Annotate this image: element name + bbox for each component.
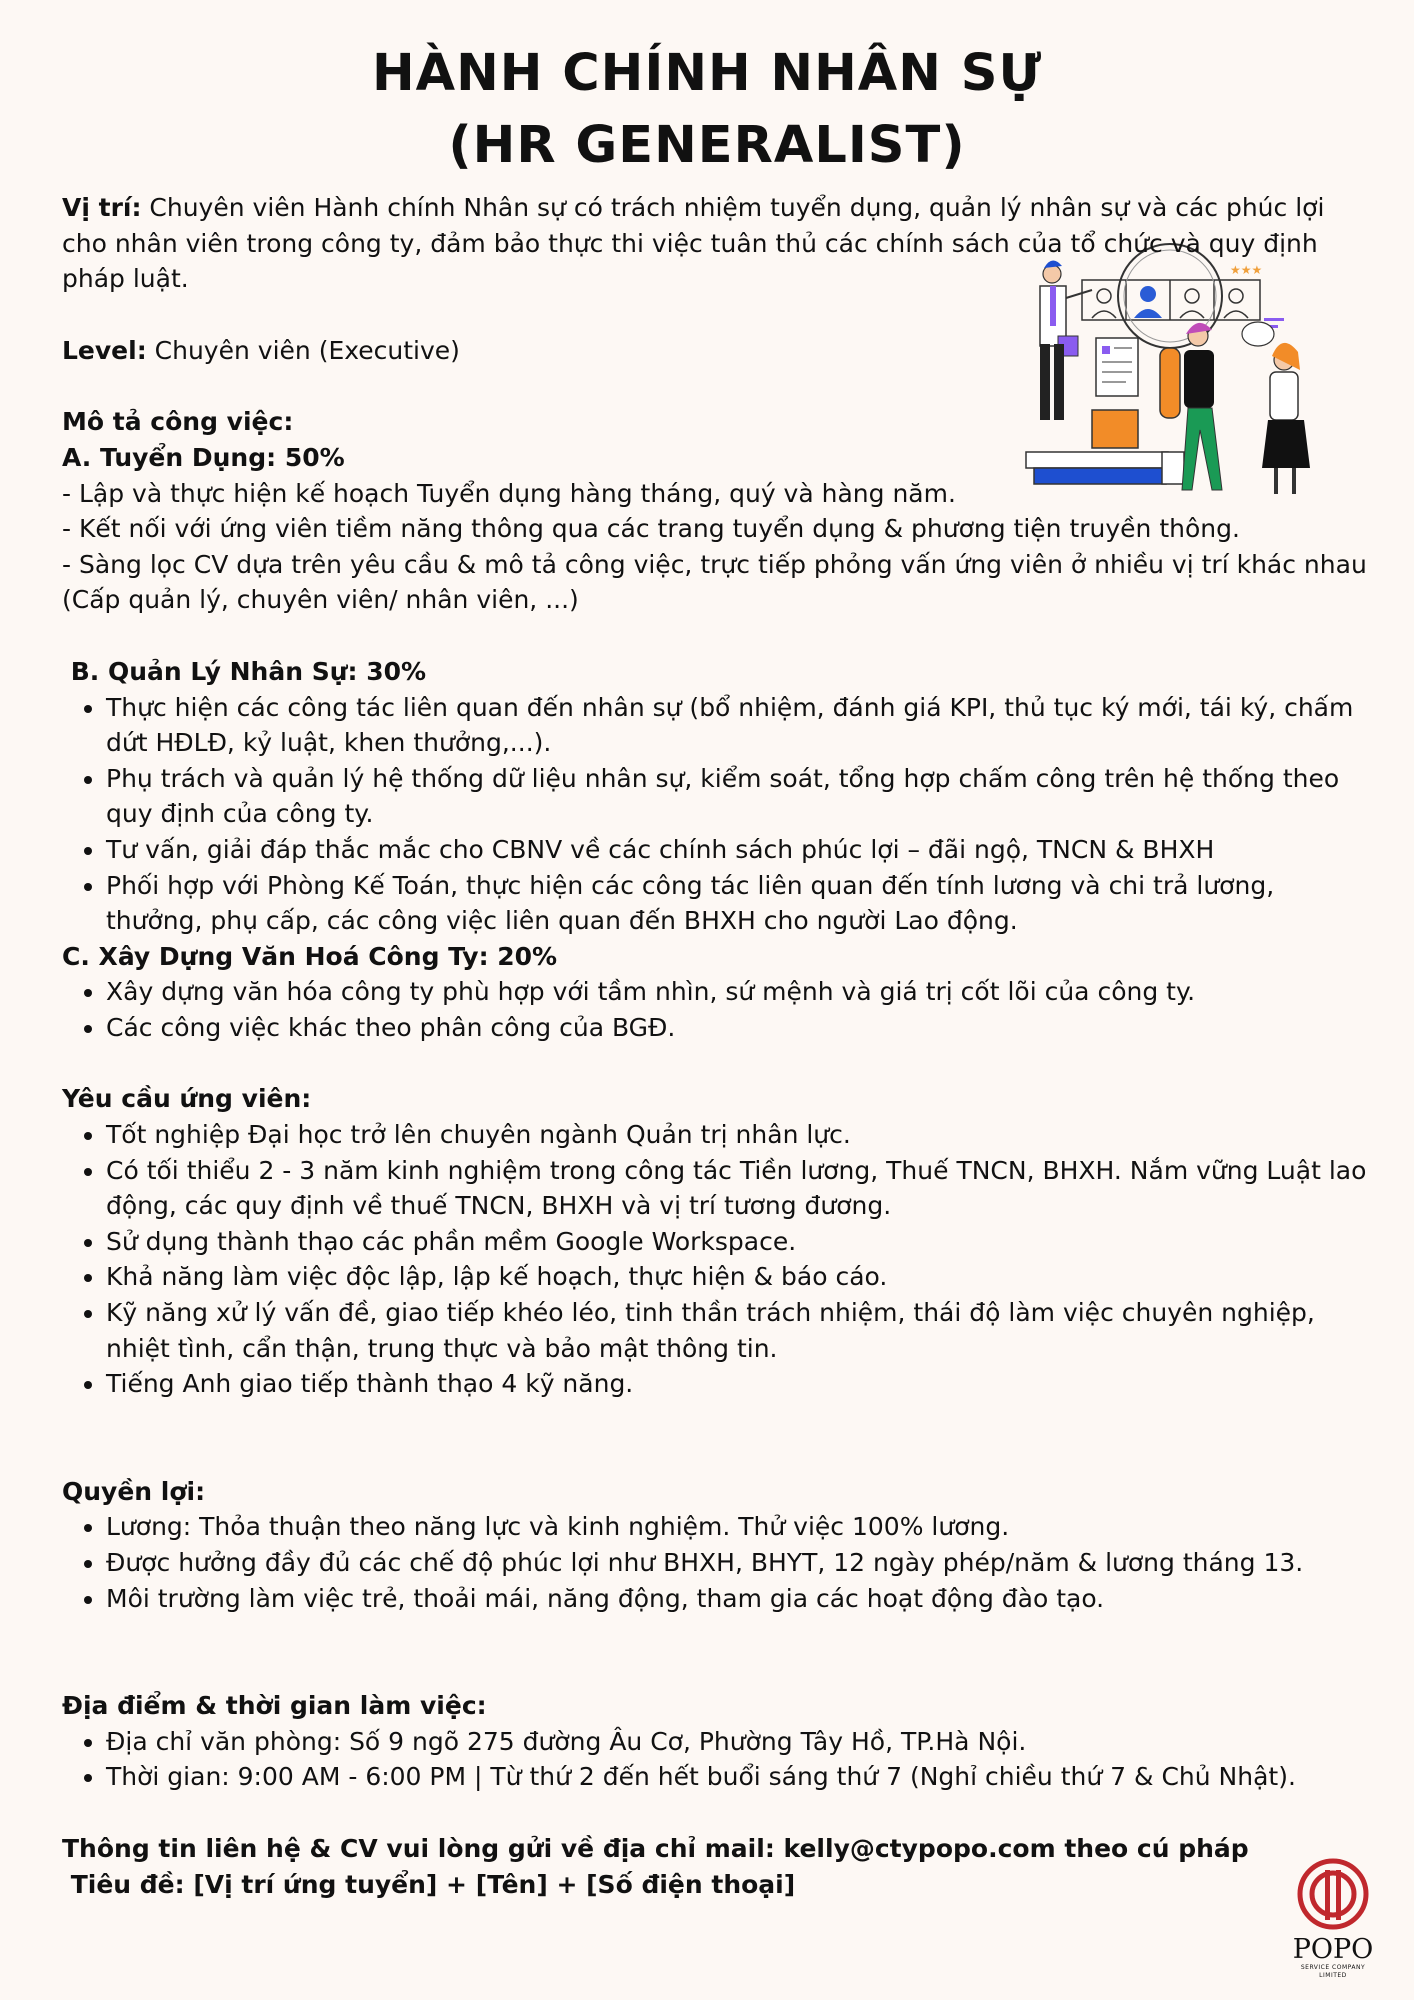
section-b-title: B. Quản Lý Nhân Sự: 30% [62,656,427,686]
level-text: Chuyên viên (Executive) [146,335,460,365]
location-heading: Địa điểm & thời gian làm việc: [62,1691,487,1721]
requirements-list [62,1117,1372,1402]
popo-logo [1290,1858,1376,1982]
level-label: Level: [62,335,147,365]
location-list [62,1724,1372,1795]
job-posting-body [62,190,1372,1902]
contact-line-1: Thông tin liên hệ & CV vui lòng gửi về địa chỉ mail: kelly@ctypopo.com theo cú pháp [62,1833,1249,1863]
list-item: • Phối hợp với Phòng Kế Toán, thực hiện các công tác liên quan đến tính lương và chi trả lương, thưởng, phụ cấp, các công việc liên quan đến BHXH cho người Lao động. [106,868,1372,939]
list-item: • Được hưởng đầy đủ các chế độ phúc lợi như BHXH, BHYT, 12 ngày phép/năm & lương tháng 13. [106,1545,1372,1581]
section-a-item: - Lập và thực hiện kế hoạch Tuyển dụng hàng tháng, quý và hàng năm. [62,478,956,508]
section-a-item: - Sàng lọc CV dựa trên yêu cầu & mô tả công việc, trực tiếp phỏng vấn ứng viên ở nhiều vị trí khác nhau (Cấp quản lý, chuyên viên/ nhân viên, ...) [62,549,1367,615]
list-item: • Thực hiện các công tác liên quan đến nhân sự (bổ nhiệm, đánh giá KPI, thủ tục ký mới, tái ký, chấm dứt HĐLĐ, kỷ luật, khen thưởng,...). [106,690,1372,761]
benefits-heading: Quyền lợi: [62,1476,206,1506]
section-a-item: - Kết nối với ứng viên tiềm năng thông qua các trang tuyển dụng & phương tiện truyền thông. [62,514,1240,544]
title-line-1: HÀNH CHÍNH NHÂN SỰ [371,44,1043,103]
logo-name: POPO [1292,1934,1374,1965]
position-label: Vị trí: [62,193,142,222]
list-item: • Khả năng làm việc độc lập, lập kế hoạch, thực hiện & báo cáo. [106,1259,1372,1295]
list-item: • Sử dụng thành thạo các phần mềm Google Workspace. [106,1224,1372,1260]
list-item: • Các công việc khác theo phân công của BGĐ. [106,1010,1372,1046]
list-item: • Môi trường làm việc trẻ, thoải mái, năng động, tham gia các hoạt động đào tạo. [106,1581,1372,1617]
popo-logo-icon [1297,1858,1369,1930]
section-c-title: C. Xây Dựng Văn Hoá Công Ty: 20% [62,941,558,971]
requirements-heading: Yêu cầu ứng viên: [62,1084,312,1114]
logo-tagline: SERVICE COMPANY LIMITED [1300,1964,1366,1979]
list-item: • Xây dựng văn hóa công ty phù hợp với tầm nhìn, sứ mệnh và giá trị cốt lõi của công ty. [106,974,1372,1010]
list-item: • Lương: Thỏa thuận theo năng lực và kinh nghiệm. Thử việc 100% lương. [106,1509,1372,1545]
list-item: • Tiếng Anh giao tiếp thành thạo 4 kỹ năng. [106,1366,1372,1402]
section-c-list [62,974,1372,1045]
contact-line-2: Tiêu đề: [Vị trí ứng tuyển] + [Tên] + [Số điện thoại] [62,1869,796,1899]
level-paragraph [62,333,1372,369]
list-item: • Kỹ năng xử lý vấn đề, giao tiếp khéo léo, tinh thần trách nhiệm, thái độ làm việc chuyên nghiệp, nhiệt tình, cẩn thận, trung thực và bảo mật thông tin. [106,1295,1372,1366]
list-item: • Thời gian: 9:00 AM - 6:00 PM | Từ thứ 2 đến hết buổi sáng thứ 7 (Nghỉ chiều thứ 7 & Chủ Nhật). [106,1759,1372,1795]
list-item: • Tốt nghiệp Đại học trở lên chuyên ngành Quản trị nhân lực. [106,1117,1372,1153]
position-paragraph [62,190,1372,297]
list-item: • Có tối thiểu 2 - 3 năm kinh nghiệm trong công tác Tiền lương, Thuế TNCN, BHXH. Nắm vững Luật lao động, các quy định về thuế TNCN, BHXH và vị trí tương đương. [106,1153,1372,1224]
section-a-title: A. Tuyển Dụng: 50% [62,442,345,472]
page-title [0,38,1414,182]
svg-text:★★★: ★★★ [1230,263,1263,277]
list-item: • Tư vấn, giải đáp thắc mắc cho CBNV về các chính sách phúc lợi – đãi ngộ, TNCN & BHXH [106,832,1372,868]
list-item: • Địa chỉ văn phòng: Số 9 ngõ 275 đường Âu Cơ, Phường Tây Hồ, TP.Hà Nội. [106,1724,1372,1760]
position-text: Chuyên viên Hành chính Nhân sự có trách nhiệm tuyển dụng, quản lý nhân sự và các phúc lợi cho nhân viên trong công ty, đảm bảo thực thi việc tuân thủ các chính sách của tổ chức và quy định pháp luật. [62,193,1325,294]
benefits-list [62,1509,1372,1616]
section-b-list [62,690,1372,939]
job-description-heading: Mô tả công việc: [62,407,294,437]
title-line-2: (HR GENERALIST) [448,116,966,175]
list-item: • Phụ trách và quản lý hệ thống dữ liệu nhân sự, kiểm soát, tổng hợp chấm công trên hệ thống theo quy định của công ty. [106,761,1372,832]
